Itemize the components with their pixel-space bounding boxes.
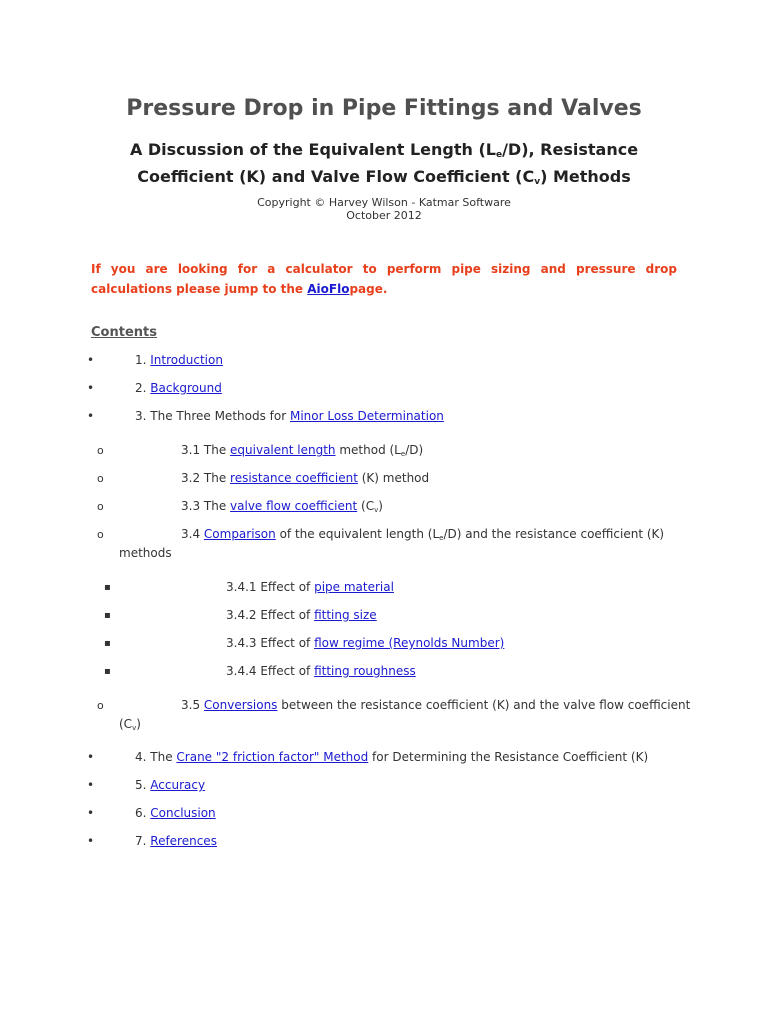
toc-text: ) <box>136 717 141 731</box>
circle-bullet-icon: o <box>97 528 104 541</box>
toc-number: 6. <box>135 806 151 820</box>
contents-heading: Contents <box>91 325 157 340</box>
bullet-icon: • <box>87 381 95 395</box>
toc-link-comparison[interactable]: Comparison <box>203 527 276 541</box>
notice-text: If you are looking for a calculator to perform pipe sizing and pressure drop calculations please jump to the <box>91 262 677 296</box>
toc-link-fitting-size[interactable]: fitting size <box>314 608 377 622</box>
subtitle-part: /D), Resistance Coefficient (K) and Valve Flow Coefficient (C <box>137 140 639 186</box>
toc-number: 3.5 <box>181 698 204 712</box>
bullet-icon: • <box>87 750 95 764</box>
copyright-line: Copyright © Harvey Wilson - Katmar Software <box>257 196 511 209</box>
toc-subscript: e <box>400 450 406 458</box>
toc-text: (K) method <box>357 471 430 485</box>
toc-text: of the equivalent length (L <box>275 527 440 541</box>
toc-text: methods <box>119 546 172 560</box>
toc-text: ) <box>378 499 383 513</box>
toc-number: 7. <box>135 834 151 848</box>
circle-bullet-icon: o <box>97 472 104 485</box>
toc-text: (C <box>357 499 375 513</box>
toc-link-equivalent-length[interactable]: equivalent length <box>230 443 336 457</box>
toc-link-valve-flow-coefficient[interactable]: valve flow coefficient <box>230 499 358 513</box>
circle-bullet-icon: o <box>97 699 104 712</box>
toc-link-flow-regime[interactable]: flow regime (Reynolds Number) <box>314 636 505 650</box>
toc-number: 3.1 The <box>181 443 231 457</box>
square-bullet-icon: ▪ <box>104 610 111 621</box>
circle-bullet-icon: o <box>97 500 104 513</box>
subtitle-subscript-e: e <box>495 150 503 160</box>
toc-number: 3.3 The <box>181 499 231 513</box>
square-bullet-icon: ▪ <box>104 666 111 677</box>
toc-link-conversions[interactable]: Conversions <box>203 698 278 712</box>
square-bullet-icon: ▪ <box>104 582 111 593</box>
toc-text: /D) <box>405 443 424 457</box>
bullet-icon: • <box>87 778 95 792</box>
square-bullet-icon: ▪ <box>104 638 111 649</box>
bullet-icon: • <box>87 834 95 848</box>
toc-link-introduction[interactable]: Introduction <box>150 353 223 367</box>
toc-number: 3. The Three Methods for <box>135 409 290 423</box>
bullet-icon: • <box>87 409 95 423</box>
toc-link-minor-loss[interactable]: Minor Loss Determination <box>289 409 444 423</box>
toc-number: 2. <box>135 381 151 395</box>
toc-link-background[interactable]: Background <box>150 381 222 395</box>
toc-subscript: v <box>132 724 137 732</box>
circle-bullet-icon: o <box>97 444 104 457</box>
toc-subscript: v <box>374 506 379 514</box>
bullet-icon: • <box>87 353 95 367</box>
aioflo-link[interactable]: AioFlo <box>307 282 350 296</box>
toc-number: 3.4.3 Effect of <box>226 636 315 650</box>
toc-text: method (L <box>335 443 401 457</box>
subtitle-part: ) Methods <box>540 167 631 186</box>
toc-number: 3.4.2 Effect of <box>226 608 315 622</box>
toc-text: between the resistance coefficient (K) and the valve flow coefficient <box>277 698 691 712</box>
copyright-block <box>0 196 768 222</box>
notice-tail: page. <box>349 282 388 296</box>
subtitle-part: A Discussion of the Equivalent Length (L <box>129 140 496 159</box>
toc-number: 5. <box>135 778 151 792</box>
page-subtitle <box>90 139 678 193</box>
page-title: Pressure Drop in Pipe Fittings and Valves <box>126 96 642 121</box>
toc-number: 4. The <box>135 750 177 764</box>
toc-link-resistance-coefficient[interactable]: resistance coefficient <box>230 471 358 485</box>
bullet-icon: • <box>87 806 95 820</box>
toc-text: for Determining the Resistance Coefficient (K) <box>368 750 649 764</box>
toc-link-crane-method[interactable]: Crane "2 friction factor" Method <box>176 750 369 764</box>
toc-number: 3.4 <box>181 527 204 541</box>
toc-number: 3.4.4 Effect of <box>226 664 315 678</box>
calculator-notice <box>91 259 677 299</box>
toc-text: (C <box>119 717 133 731</box>
toc-text: /D) and the resistance coefficient (K) <box>443 527 665 541</box>
toc-link-accuracy[interactable]: Accuracy <box>150 778 206 792</box>
toc-number: 1. <box>135 353 151 367</box>
subtitle-subscript-v: v <box>534 177 541 187</box>
toc-link-references[interactable]: References <box>150 834 217 848</box>
toc-link-pipe-material[interactable]: pipe material <box>314 580 394 594</box>
toc-link-conclusion[interactable]: Conclusion <box>150 806 216 820</box>
toc-number: 3.4.1 Effect of <box>226 580 315 594</box>
date-line: October 2012 <box>346 209 422 222</box>
toc-subscript: e <box>439 534 444 542</box>
toc-link-fitting-roughness[interactable]: fitting roughness <box>314 664 416 678</box>
toc-number: 3.2 The <box>181 471 231 485</box>
